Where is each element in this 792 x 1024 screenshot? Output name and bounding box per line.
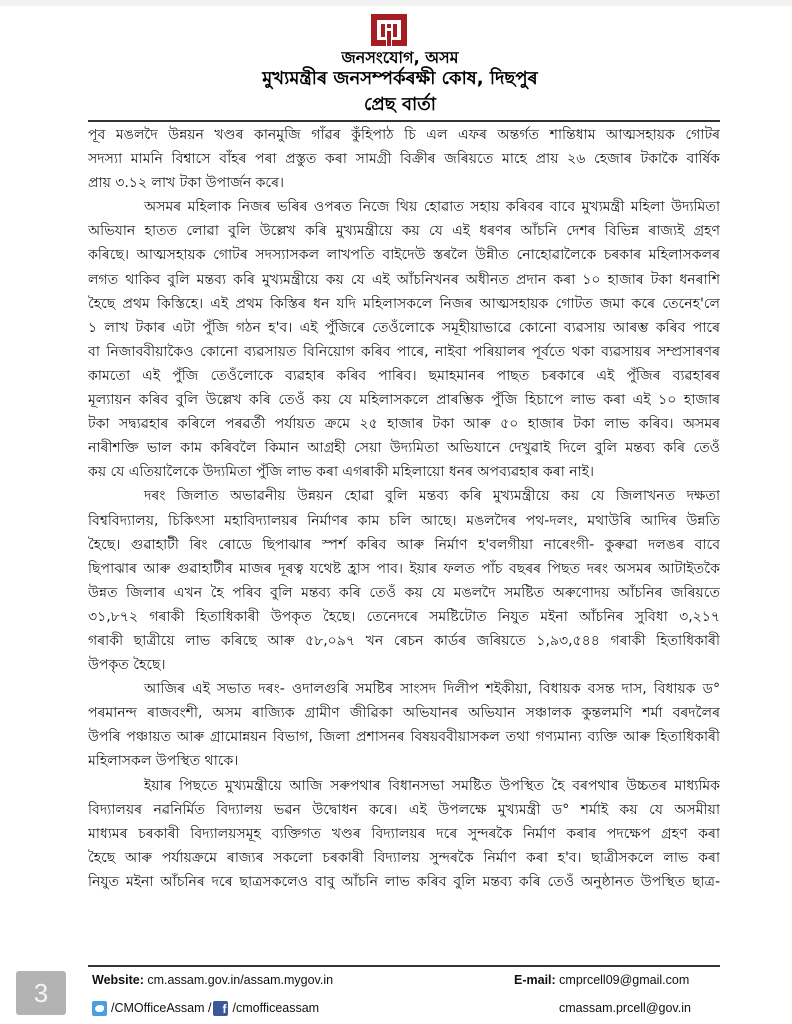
text-line: আজিৰ এই সভাত দৰং- ওদালগুৰি সমষ্টিৰ সাংসদ দিলীপ শইকীয়া, বিধায়ক বসন্ত দাস, বিধায়ক ড° — [144, 681, 720, 698]
text-line: নাৰীশক্তি ভাল কাম কৰিবলৈ কিমান আগ্ৰহী সেয়া উদ্যমিতা অভিযানে দেখুৱাই দিলে বুলি মন্তব্য কৰি তেওঁ — [88, 440, 720, 457]
organization-name: জনসংযোগ, অসম — [341, 48, 459, 67]
website-link[interactable]: cm.assam.gov.in/assam.mygov.in — [143, 973, 334, 987]
office-name: মুখ্যমন্ত্ৰীৰ জনসম্পৰ্কৰক্ষী কোষ, দিছপুৰ — [262, 68, 538, 89]
email-label: E-mail: — [514, 973, 556, 987]
paragraph — [88, 195, 720, 484]
paragraph — [88, 484, 720, 677]
website-row — [92, 970, 333, 990]
text-line: পূব মঙলদৈ উন্নয়ন খণ্ডৰ কানমুজি গাঁৱৰ কুঁহিপাঠ চি এল এফৰ অন্তৰ্গত শান্তিধাম আত্মসহায়ক গোটৰ — [88, 127, 720, 143]
email-secondary-link[interactable]: cmassam.prcell@gov.in — [559, 1001, 691, 1015]
paragraph — [88, 677, 720, 773]
document-title: প্ৰেছ বাৰ্তা — [364, 94, 436, 115]
facebook-icon: f — [213, 1001, 228, 1016]
text-line: পৰমানন্দ ৰাজবংশী, অসম ৰাজ্যিক গ্ৰামীণ জীৱিকা অভিযানৰ অভিযান সঞ্চালক কুন্তলমণি শৰ্মা বৰদলৈৰ — [88, 705, 720, 722]
text-line: হৈছে প্ৰথম কিস্তিহে। এই প্ৰথম কিস্তিৰ ধন যদি মহিলাসকলে নিজৰ আত্মসহায়ক গোটত জমা কৰে তেনেহ'লে — [88, 295, 720, 312]
text-line: মাধ্যমৰ চৰকাৰী বিদ্যালয়সমূহ ব্যক্তিগত খণ্ডৰ বিদ্যালয়ৰ দৰে সুন্দৰকৈ নিৰ্মাণ কৰাৰ পদক্ষেপ গ্ৰহণ কৰা — [88, 825, 720, 842]
press-release-body — [88, 123, 720, 894]
text-line: বিশ্ববিদ্যালয়, চিকিৎসা মহাবিদ্যালয়ৰ নিৰ্মাণৰ কাম চলি আছে। মঙলদৈৰ পথ-দলং, মথাউৰি আদিৰ উন্নতি — [88, 512, 720, 529]
facebook-handle[interactable]: /cmofficeassam — [232, 1001, 320, 1015]
page-number-badge[interactable]: 3 — [16, 971, 66, 1015]
text-line: ৩১,৮৭২ গৰাকী হিতাধিকাৰী উপকৃত হৈছে। তেনেদৰে সমষ্টিটোত নিযুত মইনা আঁচনিৰ সুবিধা ৩,২১৭ — [88, 608, 720, 625]
footer-divider — [88, 965, 720, 967]
text-line: বিদ্যালয়ৰ নৱনিৰ্মিত বিদ্যালয় ভৱন উদ্বোধন কৰে। এই উপলক্ষে মুখ্যমন্ত্ৰী ড° শৰ্মাই কয় যে অসমীয়া — [88, 801, 720, 818]
logo-mark — [371, 14, 407, 46]
text-line: প্ৰায় ৩.১২ লাখ টকা উপাৰ্জন কৰে। — [88, 175, 284, 192]
text-line: ১ লাখ টকাৰ এটা পুঁজি গঠন হ'ব। এই পুঁজিৰে তেওঁলোকে সমূহীয়াভাৱে কোনো ব্যৱসায় আৰম্ভ কৰিব পাৰে — [88, 319, 720, 336]
text-line: ইয়াৰ পিছতে মুখ্যমন্ত্ৰীয়ে আজি সৰুপথাৰ বিধানসভা সমষ্টিত উপস্থিত হৈ বৰপথাৰ উচ্চতৰ মাধ্যমিক — [144, 777, 720, 794]
text-line: ছিপাঝাৰ আৰু গুৱাহাটীৰ মাজৰ দূৰত্ব যথেষ্ট হ্ৰাস পাব। ইয়াৰ ফলত পাঁচ বছৰৰ পিছত দৰং অসমৰ আটাইতকৈ — [88, 560, 720, 577]
website-label: Website: — [92, 973, 144, 987]
paragraph — [88, 123, 720, 195]
social-row — [92, 998, 333, 1018]
email-row — [514, 970, 720, 990]
twitter-icon — [92, 1001, 107, 1016]
footer-contact-right — [514, 970, 720, 1018]
text-line: উপকৃত হৈছে। — [88, 657, 166, 674]
email-link[interactable]: cmprcell09@gmail.com — [555, 973, 690, 987]
text-line: মূল্যায়ন কৰিব বুলি উল্লেখ কৰি তেওঁ কয় যে মহিলাসকলে প্ৰাৰম্ভিক পুঁজি হিচাপে লাভ কৰা এই ১০ হাজাৰ — [88, 392, 720, 409]
text-line: হৈছে। গুৱাহাটী ৰিং ৰোডে ছিপাঝাৰ স্পৰ্শ কৰিব আৰু নিৰ্মাণ হ'বলগীয়া নাৰেংগী- কুৰুৱা দলঙৰ বাবে — [88, 536, 720, 553]
text-line: কয় যে এতিয়ালৈকে উদ্যমিতা পুঁজি লাভ কৰা এগৰাকী মহিলায়ো ধনৰ অপব্যৱহাৰ কৰা নাই। — [88, 464, 594, 481]
text-line: অসমৰ মহিলাক নিজৰ ভৰিৰ ওপৰত নিজে থিয় হোৱাত সহায় কৰিবৰ বাবে মুখ্যমন্ত্ৰী মহিলা উদ্যমিতা — [144, 199, 720, 216]
text-line: নিযুত মইনা আঁচনিৰ দৰে ছাত্ৰসকলেও বাবু আঁচনি লাভ কৰিব বুলি মন্তব্য কৰি তেওঁ অনুষ্ঠানত উপস্থিত ছাত্ৰ- — [88, 873, 720, 890]
text-line: সদস্যা মামনি বিশ্বাসে বাঁহৰ পৰা প্ৰস্তুত কৰা সামগ্ৰী বিক্ৰীৰ জৰিয়তে মাহে প্ৰায় ২৬ হেজাৰ টকাকৈ বাৰ্ষিক — [88, 151, 720, 168]
top-edge — [0, 0, 792, 6]
text-line: উপৰি পঞ্চায়ত আৰু গ্ৰামোন্নয়ন বিভাগ, জিলা প্ৰশাসনৰ বিষয়ববীয়াসকল তথা গণ্যমান্য ব্যক্তি আৰু হিতাধিকাৰী — [88, 729, 720, 746]
text-line: গৰাকী ছাত্ৰীয়ে লাভ কৰিছে আৰু ৫৮,০৯৭ খন ৰেচন কাৰ্ডৰ জৰিয়তে ১,৯৩,৫৪৪ গৰাকী হিতাধিকাৰী — [88, 632, 720, 649]
header-divider — [88, 120, 720, 122]
text-line: দৰং জিলাত অভাৱনীয় উন্নয়ন হোৱা বুলি মন্তব্য কৰি মুখ্যমন্ত্ৰীয়ে কয় যে জিলাখনত দক্ষতা — [144, 488, 720, 505]
text-line: কৰিছে। আত্মসহায়ক গোটৰ সদস্যাসকল লাখপতি বাইদেউ স্তৰলৈ উন্নীত নোহোৱালৈকে চৰকাৰ মহিলাসকলৰ — [88, 247, 720, 264]
text-line: উন্নত জিলাৰ এখন হৈ পৰিব বুলি মন্তব্য কৰি তেওঁ কয় যে মঙলদৈ সমষ্টিত অৰুণোদয় আঁচনিৰ জৰিয়তে — [88, 584, 720, 601]
footer-contact-left — [92, 970, 333, 1018]
jansanjog-logo — [371, 14, 407, 46]
text-line: কামতো এই পুঁজি তেওঁলোকে ব্যৱহাৰ কৰিব পাৰিব। ছমাহমানৰ পাছত চৰকাৰে এই পুঁজিৰ ব্যৱহাৰৰ — [88, 367, 720, 384]
text-line: মহিলাসকল উপস্থিত থাকে। — [88, 753, 239, 770]
twitter-handle[interactable]: /CMOfficeAssam / — [111, 1001, 212, 1015]
paragraph — [88, 774, 720, 894]
text-line: অভিযান হাতত লোৱা বুলি উল্লেখ কৰি মুখ্যমন্ত্ৰীয়ে কয় যে এই ধৰণৰ আঁচনি দেশৰ বিভিন্ন ৰাজ্যই গ্ৰহণ — [88, 223, 720, 240]
text-line: লগত থাকিব বুলি মন্তব্য কৰি মুখ্যমন্ত্ৰীয়ে কয় যে এই আঁচনিখনৰ অধীনত প্ৰদান কৰা ১০ হাজাৰ টকা ধনৰাশি — [88, 271, 720, 288]
text-line: বা নিজাববীয়াকৈও কোনো ব্যৱসায়ত বিনিয়োগ কৰিব পাৰে, নাইবা পৰিয়ালৰ পূৰ্বতে থকা ব্যৱসায়ৰ সম্প্ৰসাৰণৰ — [88, 343, 720, 360]
text-line: টকা সদ্ব্যৱহাৰ কৰিলে পৰৱৰ্তী পৰ্যায়ত ক্ৰমে ২৫ হাজাৰ টকা আৰু ৫০ হাজাৰ টকা লাভ কৰিব। অসমৰ — [88, 416, 720, 433]
text-line: হৈছে আৰু পৰ্যায়ক্ৰমে ৰাজ্যৰ সকলো চৰকাৰী বিদ্যালয় সুন্দৰকৈ নিৰ্মাণ কৰা হ'ব। ছাত্ৰীসকলে লাভ কৰা — [88, 849, 720, 866]
